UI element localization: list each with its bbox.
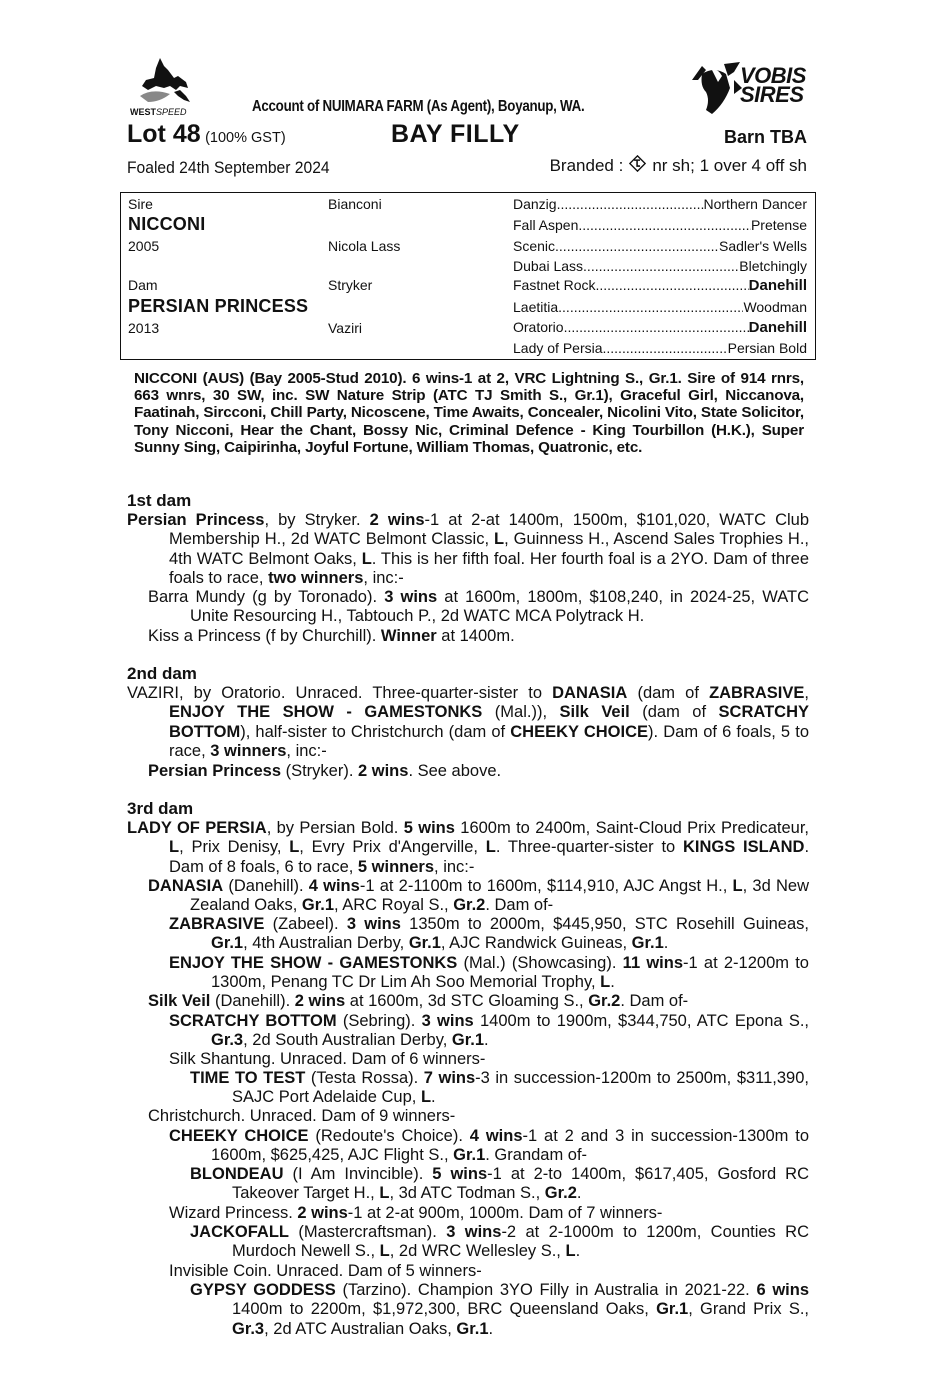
text: (Zabeel). [264,915,347,933]
text: , Evry Prix d'Angerville, [299,838,486,857]
family-entry [169,954,809,993]
bold-text: CHEEKY CHOICE [510,722,649,741]
bold-text: ENJOY THE SHOW - GAMESTONKS [169,954,458,972]
dam-name: PERSIAN PRINCESS [128,296,309,316]
text: (Stryker). [281,762,358,780]
bold-text: 3 wins [384,588,438,606]
text: , 4th Australian Derby, [243,934,409,953]
family-entry [169,1127,809,1166]
text: , by Persian Bold. [266,819,404,837]
bold-text: L [485,838,496,857]
text: (Tarzino). Champion 3YO Filly in Australia in 2021-22. [335,1281,757,1299]
bold-text: 5 wins [403,819,455,837]
bold-text: Gr.1 [656,1300,689,1319]
text: -3 in succession-1200m to 2500m, $311,390, SAJC Port Adelaide Cup, [232,1069,809,1107]
bold-text: Gr.1 [451,1031,485,1050]
family-entry [148,627,809,646]
text: (Danehill). [210,992,295,1010]
text: (dam of [627,684,710,702]
bold-text: Persian Princess [127,511,265,529]
family-entry [169,915,809,954]
bold-text: 3 wins [421,1012,474,1030]
branded-label: Branded : [549,156,624,175]
gen3-row [513,258,807,274]
family-entry [148,992,809,1011]
bold-text: JACKOFALL [190,1223,289,1241]
gen3-sire: Persian Bold [727,340,807,356]
text: . Three-quarter-sister to [495,838,683,857]
gen3-horse: Scenic [513,238,556,254]
text: at 1400m. [436,627,515,645]
text: -1 at 2-at 1400m, 1500m, $101,020, WATC Club Membership H., 2d WATC Belmont Classic, [169,511,809,549]
text: 1400m to 1900m, $344,750, ATC Epona S., [473,1012,809,1030]
text: (Sebring). [336,1012,422,1030]
family-entry [127,819,809,877]
bold-text: L [600,973,611,992]
bold-text: L [379,1184,390,1203]
text: Wizard Princess. [169,1204,298,1222]
dam-label: Dam [128,277,158,293]
text: . [576,1184,582,1203]
gen3-sire: Bletchingly [739,258,807,274]
diamond-brand-icon [629,155,646,172]
text: (Mastercraftsman). [289,1223,447,1241]
text: -1 at 2-at 900m, 1000m. Dam of 7 winners- [347,1204,663,1222]
bold-text: L [732,877,743,895]
text: , Guinness H., Ascend Sales Trophies H., 4th WATC Belmont Oaks, [169,530,809,568]
bold-text: SCRATCHY BOTTOM [169,1012,337,1030]
bold-text: Gr.3 [232,1319,265,1338]
westspeed-text-bold: WEST [130,107,156,117]
text: -1 at 2-to 1400m, $617,405, Gosford RC Takeover Target H., [232,1165,809,1203]
bold-text: ENJOY THE SHOW - GAMESTONKS [169,703,483,722]
bold-text: Silk Veil [148,992,211,1010]
text: Silk Shantung. Unraced. Dam of 6 winners- [169,1050,486,1068]
text: (Redoute's Choice). [308,1127,470,1145]
text: Christchurch. Unraced. Dam of 9 winners- [148,1107,456,1125]
bold-text: LADY OF PERSIA [127,819,267,837]
gen3-row [513,238,807,254]
text: . [663,934,669,953]
bold-text: CHEEKY CHOICE [169,1127,309,1145]
bold-text: 5 wins [432,1165,488,1183]
text: , inc:- [286,741,327,760]
text: Barra Mundy (g by Toronado). [148,588,385,606]
text: -2 at 2-1000m to 1200m, Counties RC Murdoch Newell S., [232,1223,810,1261]
bold-text: two winners [268,568,364,587]
bold-text: Gr.2 [588,992,621,1010]
text: ). Dam of 6 foals, 5 to race, [169,722,809,760]
family-entry [169,1012,809,1051]
text: , AJC Randwick Guineas, [440,934,632,953]
gen3-row [513,217,807,233]
text: , Grand Prix S., [688,1300,809,1319]
text: . This is her fifth foal. Her fourth foal is a 2YO. Dam of three foals to race, [169,549,809,587]
gen3-sire: Danehill [748,319,807,336]
westspeed-logo [130,56,200,118]
bold-text: 7 wins [423,1069,476,1087]
dam-sire: Stryker [328,277,373,293]
text: 1600m to 2400m, Saint-Cloud Prix Predicateur, [454,819,810,837]
family-entry [169,1204,809,1223]
text: ), half-sister to Christchurch (dam of [240,722,511,741]
gen3-horse: Fastnet Rock [513,277,596,293]
family-entry [169,1050,809,1069]
text: (Mal.)), [482,703,560,722]
text: (Mal.) (Showcasing). [457,954,623,972]
text: , [804,684,809,702]
family-entry [148,588,809,627]
bold-text: Gr.2 [453,896,486,915]
gen3-sire: Sadler's Wells [719,238,807,254]
bold-text: 2 wins [369,511,425,529]
section-heading: 2nd dam [127,664,197,683]
bold-text: 6 wins [756,1281,809,1299]
sire-year: 2005 [128,238,160,254]
gst-label: (100% GST) [205,130,286,146]
gen3-sire: Northern Dancer [703,196,807,212]
family-entry [148,762,809,781]
bold-text: Gr.1 [631,934,664,953]
bold-text: L [361,549,372,568]
text: , inc:- [363,568,404,587]
westspeed-text-italic: SPEED [156,107,187,117]
bold-text: Gr.3 [211,1031,244,1050]
bold-text: DANASIA [148,877,224,895]
bold-text: 3 wins [446,1223,502,1241]
bold-text: Gr.1 [301,896,334,915]
gen3-horse: Fall Aspen [513,217,579,233]
text: (Testa Rossa). [305,1069,424,1087]
family-entry [190,1165,809,1204]
text: , 2d ATC Australian Oaks, [264,1319,457,1338]
gen3-horse: Oratorio [513,319,564,335]
bold-text: DANASIA [552,684,628,702]
bold-text: L [565,1242,576,1261]
gen3-row [513,319,807,336]
jockey-horse-icon [684,58,746,116]
bold-text: Persian Princess [148,762,281,780]
bold-text: KINGS ISLAND [682,838,805,857]
sire-dam: Nicola Lass [328,238,401,254]
bold-text: 3 winners [210,741,287,760]
bold-text: GYPSY GODDESS [190,1281,336,1299]
text: . [431,1088,436,1107]
text: (Danehill). [223,877,309,895]
gen3-horse: Dubai Lass [513,258,584,274]
lot-title: BAY FILLY [391,120,520,148]
bold-text: 2 wins [358,762,409,780]
text: , 2d WRC Wellesley S., [389,1242,566,1261]
text: 1350m to 2000m, $445,950, STC Rosehill Guineas, [400,915,809,933]
text: . [484,1031,489,1050]
gen3-horse: Laetitia [513,299,559,315]
text: , 2d South Australian Derby, [243,1031,452,1050]
text: , inc:- [434,857,475,876]
family-entry [190,1281,809,1339]
westspeed-horse-icon [130,56,196,104]
branded-info [550,156,807,176]
gen3-horse: Danzig [513,196,557,212]
gen3-sire: Woodman [743,299,807,315]
section-heading: 3rd dam [127,799,194,818]
text: 1400m to 2200m, $1,972,300, BRC Queensland Oaks, [232,1300,657,1319]
gen3-sire: Pretense [750,217,807,233]
gen3-sire: Danehill [748,277,807,294]
text: VAZIRI, by Oratorio. Unraced. Three-quarter-sister to [127,684,553,702]
text: (dam of [629,703,719,722]
bold-text: Gr.1 [211,934,244,953]
vobis-sires-logo [684,58,820,118]
text: . [575,1242,581,1261]
section-heading: 1st dam [127,491,192,510]
family-entry [127,684,809,761]
text: at 1600m, 3d STC Gloaming S., [345,992,589,1010]
bold-text: SCRATCHY BOTTOM [169,703,809,741]
bold-text: BLONDEAU [190,1165,284,1183]
bold-text: 5 winners [357,857,435,876]
bold-text: ZABRASIVE [169,915,265,933]
text: , by Stryker. [264,511,370,529]
vendor-account: Account of NUIMARA FARM (As Agent), Boyanup, WA. [252,98,585,115]
bold-text: L [169,838,180,857]
family-entry [190,1069,809,1108]
text: , 3d New Zealand Oaks, [190,877,809,915]
sire-name: NICCONI [128,214,206,234]
branded-text: nr sh; 1 over 4 off sh [652,156,807,175]
bold-text: L [494,530,505,549]
family-entry [148,877,809,916]
gen3-row [513,277,807,294]
text: . Dam of- [485,896,554,915]
family-entry [127,511,809,588]
pedigree-table [120,192,816,360]
text: , Prix Denisy, [179,838,290,857]
family-entry [190,1223,809,1262]
bold-text: Gr.1 [408,934,441,953]
bold-text: 3 wins [346,915,401,933]
bold-text: TIME TO TEST [190,1069,306,1087]
bold-text: 4 wins [469,1127,523,1145]
bold-text: L [420,1088,432,1107]
text: . [488,1319,494,1338]
bold-text: Gr.1 [453,1146,486,1165]
sires-text: SIRES [740,82,804,107]
text: Kiss a Princess (f by Churchill). [148,627,381,645]
text: Invisible Coin. Unraced. Dam of 5 winners- [169,1262,482,1280]
foaled-date: Foaled 24th September 2024 [127,158,330,177]
text: -1 at 2 and 3 in succession-1300m to 1600m, $625,425, AJC Flight S., [211,1127,809,1165]
text: at 1600m, 1800m, $108,240, in 2024-25, WATC Unite Resourcing H., Tabtouch P., 2d WATC MCA Polytrack H. [190,588,809,626]
bold-text: 2 wins [294,992,346,1010]
bold-text: 4 wins [308,877,360,895]
dam-year: 2013 [128,320,160,336]
bold-text: Silk Veil [559,703,630,722]
bold-text: ZABRASIVE [709,684,805,702]
text: . [610,973,615,992]
gen3-row [513,299,807,315]
bold-text: L [289,838,300,857]
text: . See above. [408,762,502,780]
text: -1 at 2-1200m to 1300m, Penang TC Dr Lim Ah Soo Memorial Trophy, [211,954,809,992]
gen3-horse: Lady of Persia [513,340,603,356]
dam-dam: Vaziri [328,320,362,336]
family-entry [169,1262,809,1281]
gen3-row [513,340,807,356]
gen3-row [513,196,807,212]
lot-number [127,120,286,149]
bold-text: L [379,1242,390,1261]
bold-text: Gr.2 [544,1184,577,1203]
lot-label: Lot 48 [127,120,201,148]
bold-text: 2 wins [297,1204,348,1222]
text: -1 at 2-1100m to 1600m, $114,910, AJC Angst H., [359,877,733,895]
text: , 3d ATC Todman S., [389,1184,545,1203]
bold-text: 11 wins [622,954,684,972]
vobis-text: VOBIS [740,63,806,88]
family-entry [148,1107,809,1126]
barn-label: Barn TBA [723,127,807,147]
text: (I Am Invincible). [283,1165,433,1183]
sire-sire: Bianconi [328,196,382,212]
sire-summary: NICCONI (AUS) (Bay 2005-Stud 2010). 6 wins-1 at 2, VRC Lightning S., Gr.1. Sire of 914 rnrs, 663 wnrs, 30 SW, inc. SW Nature Strip (ATC TJ Smith S., Gr.1), Graceful Girl, Niccanova, Faatinah, Sircconi, Chill Party, Nicoscene, Time Awaits, Concealer, Nicolini Vito, State Solicitor, Tony Nicconi, Hear the Chant, Bossy Nic, Criminal Defence - King Tourbillon (H.K.), Super Sunny Sing, Caipirinha, Joyful Fortune, William Thomas, Quatronic, etc. [134,370,804,456]
bold-text: Winner [380,627,437,645]
sire-label: Sire [128,196,153,212]
text: . Dam of 8 foals, 6 to race, [169,838,810,876]
bold-text: Gr.1 [456,1319,489,1338]
text: , ARC Royal S., [334,896,454,915]
text: . Dam of- [620,992,689,1010]
text: . Grandam of- [485,1146,588,1165]
